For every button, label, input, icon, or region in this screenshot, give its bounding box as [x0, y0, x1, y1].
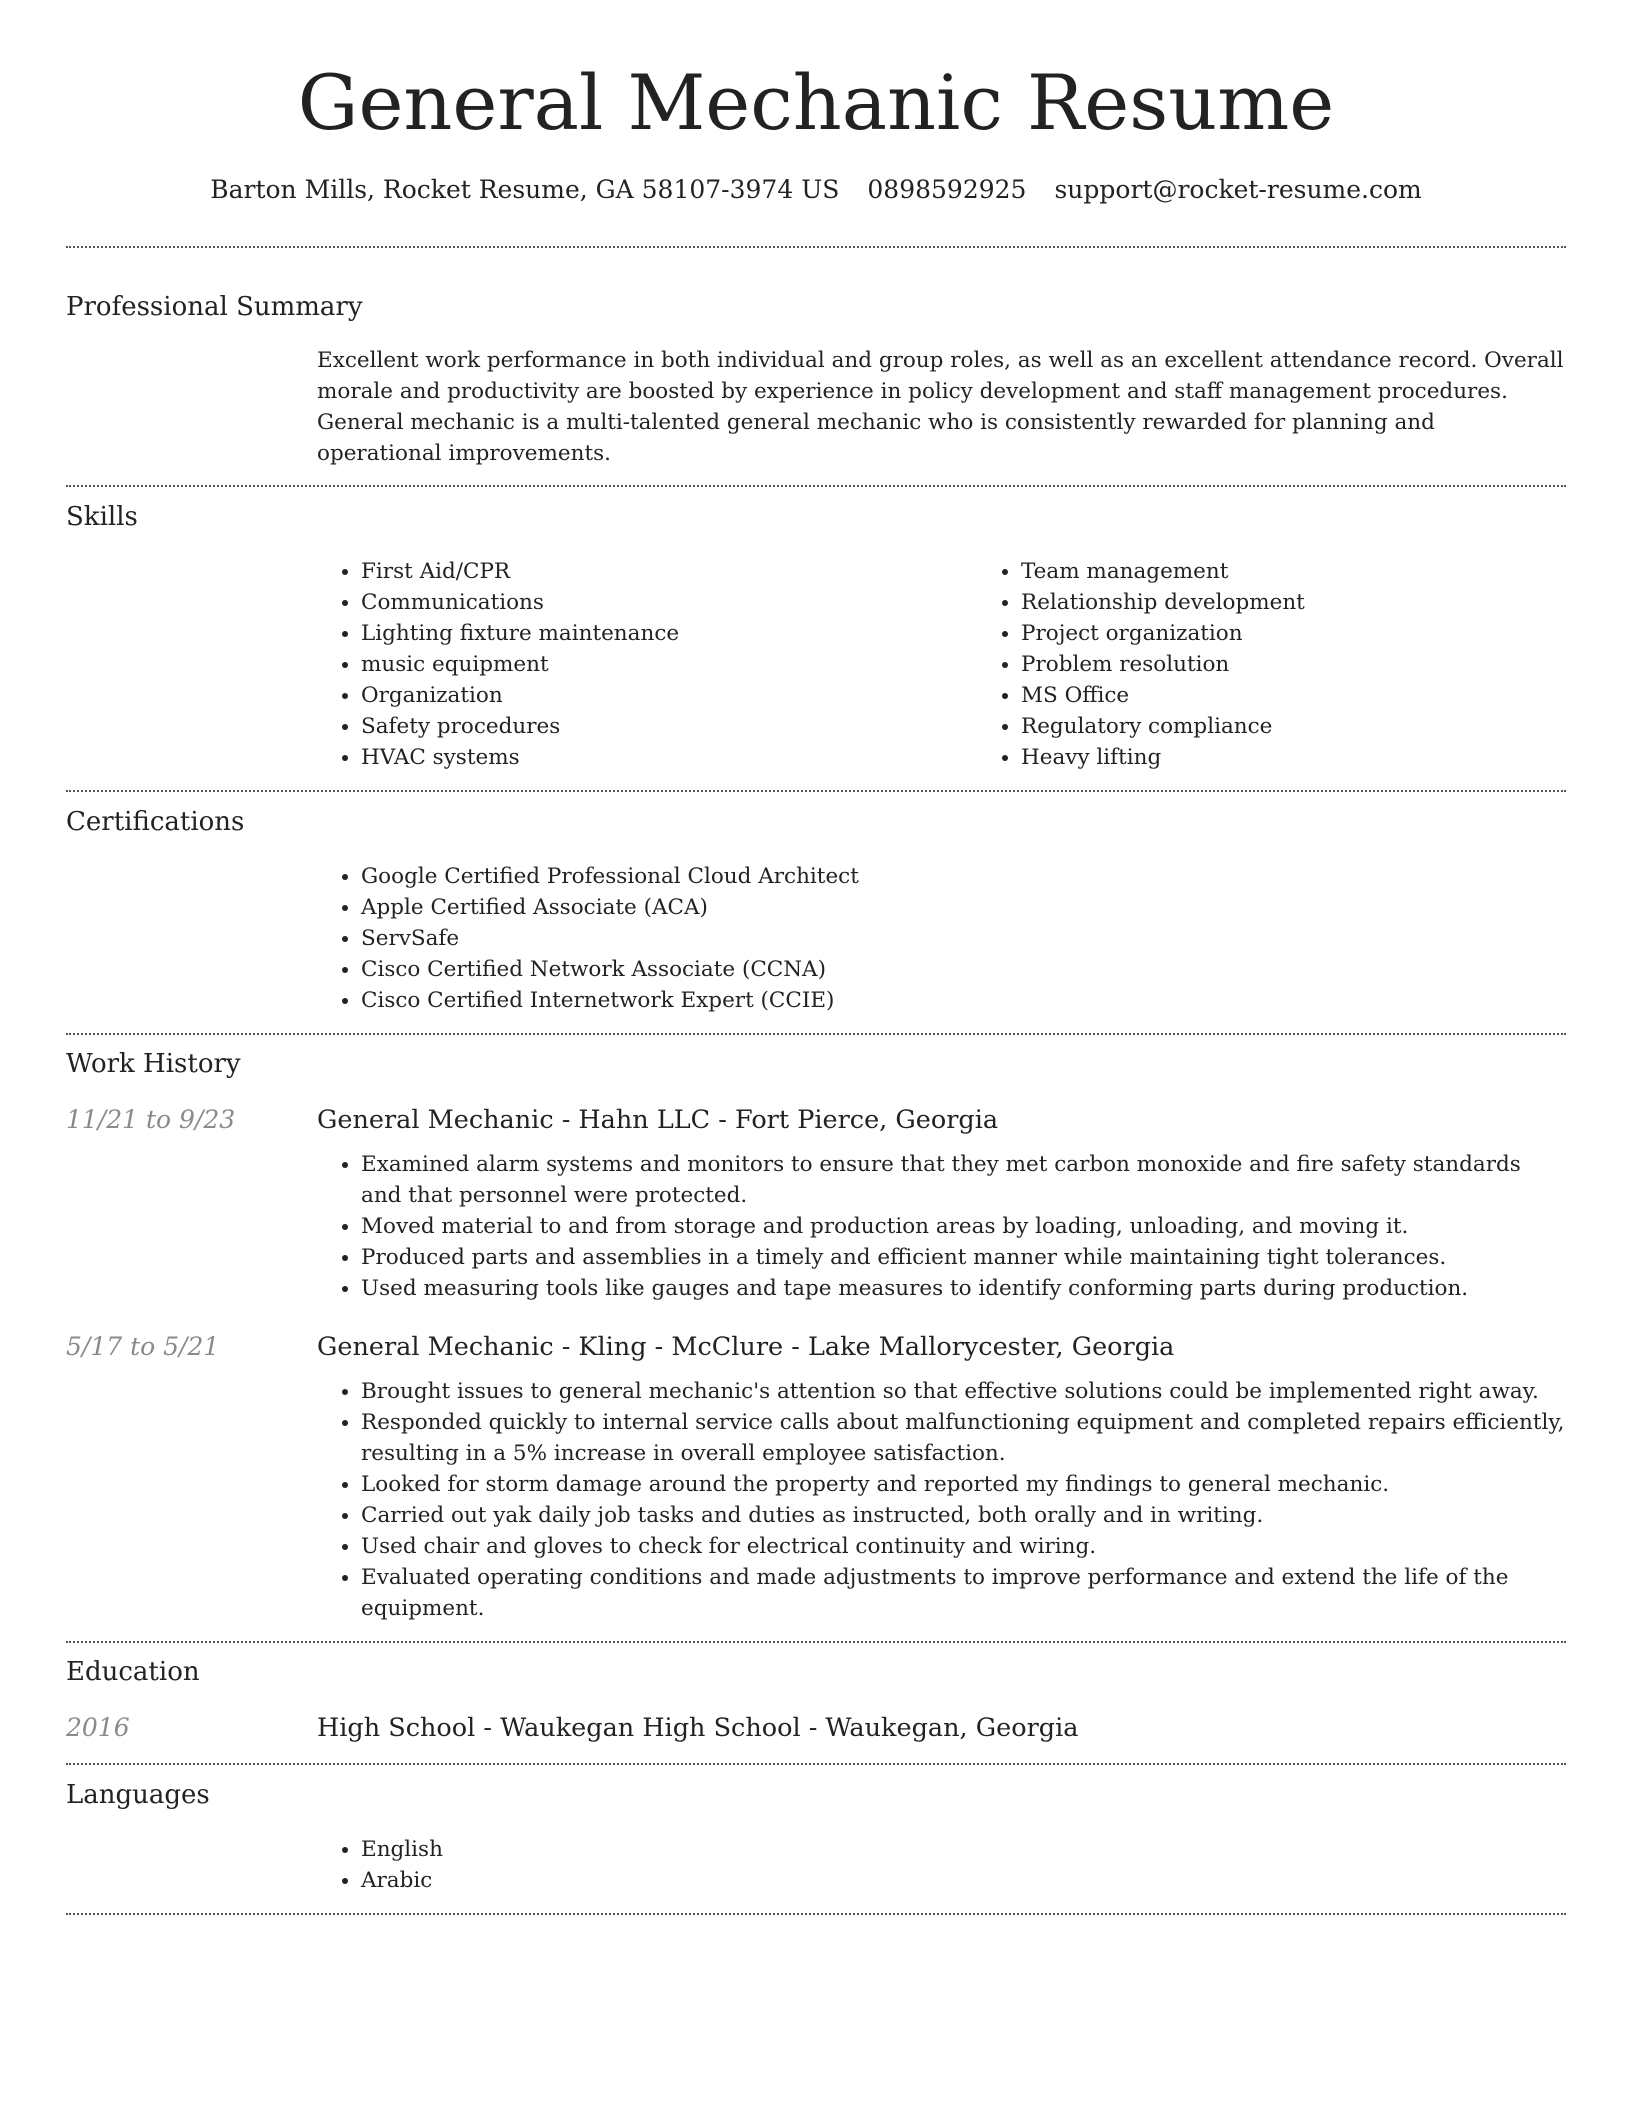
list-item: • HVAC systems	[361, 742, 977, 773]
summary-text: Excellent work performance in both individual and group roles, as well as an excellent attendance record. Overall morale and productivity are boosted by experience in policy development and staff management procedures. General mechanic is a multi-talented general mechanic who is consistently rewarded for planning and operational improvements.	[317, 348, 1564, 466]
certifications-section	[66, 792, 1566, 1016]
list-item: • Used chair and gloves to check for electrical continuity and wiring.	[361, 1531, 1566, 1562]
contact-email: support@rocket-resume.com	[1054, 175, 1422, 204]
skills-list-right	[977, 556, 1632, 773]
list-item: • Team management	[1021, 556, 1632, 587]
list-item: • Carried out yak daily job tasks and duties as instructed, both orally and in writing.	[361, 1500, 1566, 1531]
education-heading: Education	[66, 1657, 200, 1687]
list-item: • Brought issues to general mechanic's attention so that effective solutions could be implemented right away.	[361, 1376, 1566, 1407]
list-item: • Moved material to and from storage and production areas by loading, unloading, and moving it.	[361, 1211, 1566, 1242]
summary-heading: Professional Summary	[66, 292, 363, 322]
list-item: • Evaluated operating conditions and made adjustments to improve performance and extend the life of the equipment.	[361, 1562, 1566, 1624]
list-item: • music equipment	[361, 649, 977, 680]
skills-section	[66, 487, 1566, 773]
certifications-list	[317, 861, 1566, 1016]
list-item: • English	[361, 1834, 1566, 1865]
list-item: • Organization	[361, 680, 977, 711]
job-dates: 11/21 to 9/23	[66, 1105, 236, 1134]
job-title: General Mechanic - Kling - McClure - Lake Mallorycester, Georgia	[317, 1332, 1175, 1362]
list-item: • Apple Certified Associate (ACA)	[361, 892, 1566, 923]
skills-heading: Skills	[66, 502, 138, 532]
work-history-section	[66, 1035, 1566, 1624]
languages-left-gutter	[66, 1834, 317, 1896]
languages-section	[66, 1765, 1566, 1896]
list-item: • Responded quickly to internal service calls about malfunctioning equipment and completed repairs efficiently, resulting in a 5% increase in overall employee satisfaction.	[361, 1407, 1566, 1469]
list-item: • First Aid/CPR	[361, 556, 977, 587]
certifications-left-gutter	[66, 861, 317, 1016]
list-item: • Google Certified Professional Cloud Architect	[361, 861, 1566, 892]
list-item: • Looked for storm damage around the property and reported my findings to general mechanic.	[361, 1469, 1566, 1500]
summary-left-gutter	[66, 345, 317, 469]
job-entry	[66, 1101, 1566, 1304]
education-entry: High School - Waukegan High School - Waukegan, Georgia	[317, 1713, 1079, 1743]
contact-address: Barton Mills, Rocket Resume, GA 58107-3974 US	[210, 175, 840, 204]
summary-section	[66, 248, 1566, 469]
job-title: General Mechanic - Hahn LLC - Fort Pierce, Georgia	[317, 1105, 999, 1135]
list-item: • Regulatory compliance	[1021, 711, 1632, 742]
job-entry	[66, 1328, 1566, 1624]
list-item: • Used measuring tools like gauges and tape measures to identify conforming parts during production.	[361, 1273, 1566, 1304]
certifications-heading: Certifications	[66, 807, 245, 837]
job-dates: 5/17 to 5/21	[66, 1332, 220, 1361]
list-item: • MS Office	[1021, 680, 1632, 711]
job-bullets	[317, 1376, 1566, 1624]
contact-line	[66, 170, 1566, 210]
education-year: 2016	[66, 1713, 130, 1742]
list-item: • Lighting fixture maintenance	[361, 618, 977, 649]
languages-heading: Languages	[66, 1780, 210, 1810]
work-history-heading: Work History	[66, 1049, 241, 1079]
list-item: • Heavy lifting	[1021, 742, 1632, 773]
skills-left-gutter	[66, 556, 317, 773]
list-item: • Safety procedures	[361, 711, 977, 742]
list-item: • Cisco Certified Internetwork Expert (CCIE)	[361, 985, 1566, 1016]
section-divider	[66, 1913, 1566, 1915]
job-bullets	[317, 1149, 1566, 1304]
list-item: • Relationship development	[1021, 587, 1632, 618]
education-section	[66, 1643, 1566, 1747]
list-item: • ServSafe	[361, 923, 1566, 954]
list-item: • Project organization	[1021, 618, 1632, 649]
list-item: • Problem resolution	[1021, 649, 1632, 680]
list-item: • Cisco Certified Network Associate (CCNA)	[361, 954, 1566, 985]
skills-list-left	[317, 556, 977, 773]
contact-phone: 0898592925	[867, 175, 1027, 204]
list-item: • Communications	[361, 587, 977, 618]
languages-list	[317, 1834, 1566, 1896]
resume-title: General Mechanic Resume	[297, 58, 1335, 147]
list-item: • Produced parts and assemblies in a timely and efficient manner while maintaining tight tolerances.	[361, 1242, 1566, 1273]
list-item: • Arabic	[361, 1865, 1566, 1896]
list-item: • Examined alarm systems and monitors to ensure that they met carbon monoxide and fire safety standards and that personnel were protected.	[361, 1149, 1566, 1211]
